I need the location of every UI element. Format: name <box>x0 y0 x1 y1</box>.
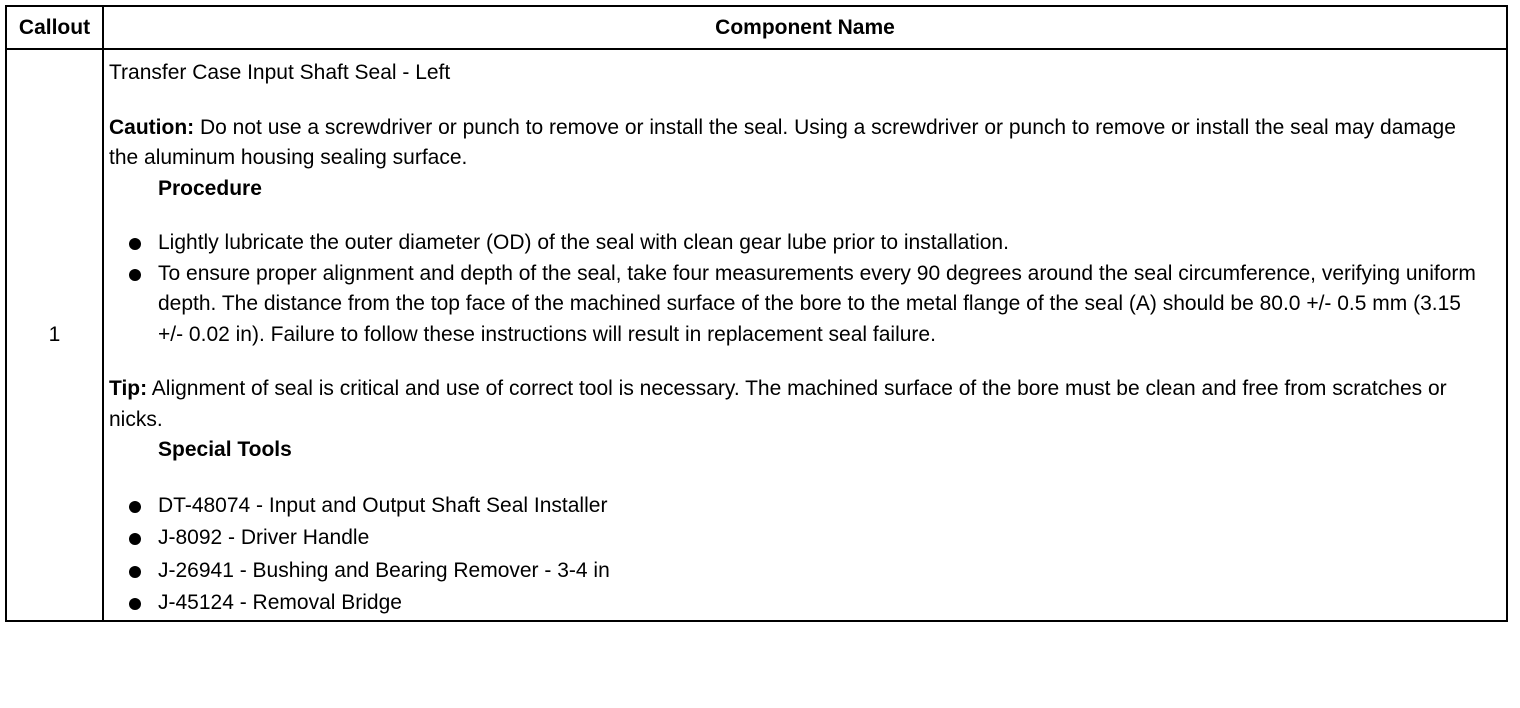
tool-text: DT-48074 - Input and Output Shaft Seal Installer <box>158 493 608 517</box>
tip-label: Tip: <box>109 377 148 400</box>
bullet-icon <box>129 501 141 513</box>
tool-text: J-8092 - Driver Handle <box>158 526 370 549</box>
tip-text: Alignment of seal is critical and use of correct tool is necessary. The machined surface of the bore must be clean and free from scratches or nicks. <box>109 377 1447 431</box>
list-item <box>109 555 1476 588</box>
tool-text: J-26941 - Bushing and Bearing Remover - 3-4 in <box>158 558 610 582</box>
special-tools-list <box>109 490 1476 620</box>
component-table <box>5 5 1508 622</box>
tool-text: J-45124 - Removal Bridge <box>158 591 402 614</box>
component-description <box>103 49 1507 621</box>
component-name-header: Component Name <box>103 6 1507 49</box>
list-item <box>109 490 1476 523</box>
list-item <box>109 228 1476 259</box>
header-row <box>6 6 1507 49</box>
callout-header: Callout <box>6 6 103 49</box>
tip-note <box>109 374 1476 435</box>
caution-label: Caution: <box>109 115 195 139</box>
list-item <box>109 259 1476 351</box>
caution-note <box>109 113 1476 174</box>
procedure-heading: Procedure <box>158 176 262 200</box>
callout-number: 1 <box>6 49 103 621</box>
bullet-icon <box>129 598 141 610</box>
procedure-step-text: To ensure proper alignment and depth of the seal, take four measurements every 90 degrees around the seal circumference, verifying uniform depth. The distance from the top face of the machined surface of the bore to the metal flange of the seal (A) should be 80.0 +/- 0.5 mm (3.15 +/- 0.02 in). Failure to follow these instructions will result in replacement seal failure. <box>158 261 1476 346</box>
special-tools-heading: Special Tools <box>158 438 292 461</box>
procedure-list <box>109 228 1476 350</box>
list-item <box>109 522 1476 555</box>
bullet-icon <box>129 269 141 281</box>
procedure-step-text: Lightly lubricate the outer diameter (OD) of the seal with clean gear lube prior to installation. <box>158 231 1009 254</box>
bullet-icon <box>129 533 141 545</box>
bullet-icon <box>129 238 141 250</box>
list-item <box>109 587 1476 620</box>
bullet-icon <box>129 566 141 578</box>
caution-text: Do not use a screwdriver or punch to remove or install the seal. Using a screwdriver or punch to remove or install the seal may damage the aluminum housing sealing surface. <box>109 115 1456 169</box>
table-row <box>6 49 1507 621</box>
component-title: Transfer Case Input Shaft Seal - Left <box>109 61 451 84</box>
